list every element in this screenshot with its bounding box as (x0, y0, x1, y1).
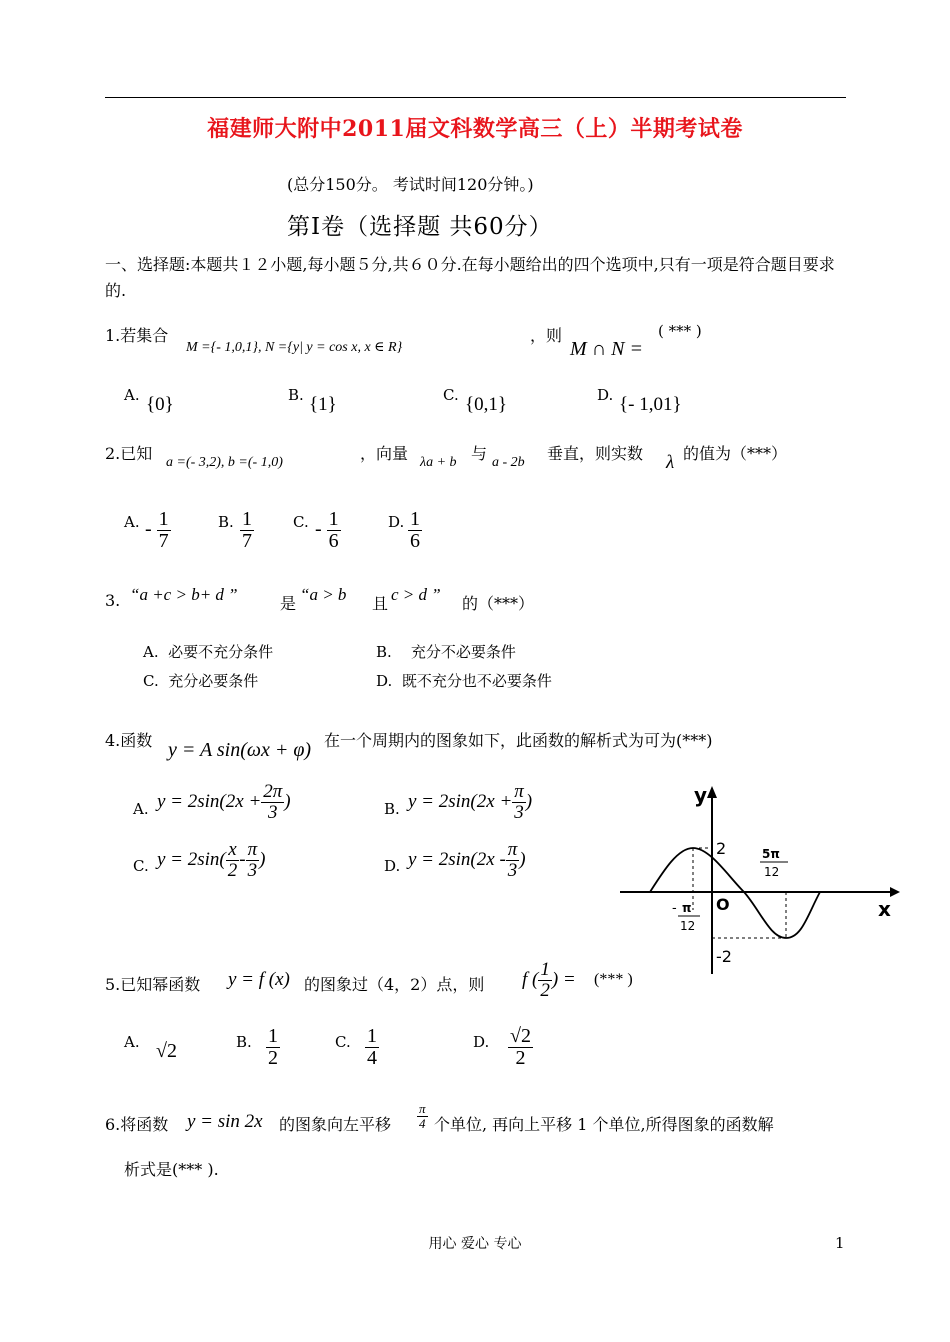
q2-vector-2: a - 2b (492, 455, 525, 470)
q5-mark: (*** ) (594, 971, 633, 988)
right-tick-num: 5π (762, 847, 780, 861)
q2-stem: 2.已知 (105, 444, 153, 463)
q1-sets: M ={- 1,0,1}, N ={y| y = cos x, x ∈ R} (186, 340, 403, 355)
page-number: 1 (835, 1234, 845, 1252)
q6-fraction: $\frac{\pi}{4}$ (419, 1101, 426, 1131)
left-tick-num: π (682, 901, 692, 915)
q2-option-b-label: B. (218, 513, 234, 531)
q1-stem: 1.若集合 (105, 326, 169, 345)
q1-option-a-label: A. (124, 386, 140, 404)
q5-stem: 5.已知幂函数 (105, 975, 201, 994)
q3-option-b: B. 充分不必要条件 (376, 643, 516, 661)
q1-option-a: {0} (146, 394, 174, 415)
q1-expr: M ∩ N = (570, 338, 643, 360)
q5-option-c-label: C. (335, 1033, 351, 1051)
exam-info: (总分150分。 考试时间120分钟。) (287, 175, 534, 194)
q3-condition-3: c > d ” (391, 585, 441, 604)
q3-tail: 的（***） (462, 594, 535, 613)
q1-option-c-label: C. (443, 386, 459, 404)
q4-formula: y = A sin(ωx + φ) (168, 739, 312, 761)
q4-option-d-label: D. (384, 857, 401, 875)
origin-label: O (716, 895, 730, 914)
q6-function: y = sin 2x (187, 1111, 263, 1132)
q5-option-d: $\frac{√2}{2}$ (510, 1025, 531, 1069)
y-axis-arrow-icon (707, 786, 717, 798)
sine-graph (612, 778, 902, 978)
right-tick-den: 12 (764, 865, 780, 879)
left-tick-den: 12 (680, 919, 696, 933)
q2-option-a-label: A. (124, 513, 140, 531)
exam-title: 福建师大附中2011届文科数学高三（上）半期考试卷 (207, 116, 743, 142)
q1-option-b-label: B. (288, 386, 304, 404)
left-tick-sign: - (672, 901, 677, 916)
q2-text-2: 与 (471, 444, 488, 463)
q2-option-d-label: D. (388, 513, 405, 531)
q2-option-c-label: C. (293, 513, 309, 531)
q2-option-b: $\frac{1}{7}$ (242, 508, 252, 552)
q3-condition-2: “a > b (300, 585, 347, 604)
q5-expression: f ( $\frac{1}{2}$ ) = (522, 959, 576, 1001)
q2-vectors: a =(- 3,2), b =(- 1,0) (166, 455, 283, 470)
max-label: 2 (716, 839, 727, 858)
q1-option-d: {- 1,01} (619, 394, 682, 415)
q4-stem: 4.函数 (105, 731, 153, 750)
footer-motto: 用心 爱心 专心 (428, 1236, 522, 1252)
q4-option-c: y = 2sin( $\frac{x}{2}$ - $\frac{\pi}{3}$ ) (157, 839, 266, 881)
q4-option-b: y = 2sin(2x + $\frac{\pi}{3}$ ) (408, 781, 533, 823)
q3-option-a: A. 必要不充分条件 (143, 643, 274, 661)
q4-option-d: y = 2sin(2x - $\frac{\pi}{3}$ ) (408, 839, 526, 881)
x-axis-label: x (878, 897, 891, 921)
q1-option-c: {0,1} (465, 394, 507, 415)
q5-option-c: $\frac{1}{4}$ (367, 1025, 377, 1069)
q2-option-c: - $\frac{1}{6}$ (315, 508, 339, 552)
q4-option-b-label: B. (384, 800, 400, 818)
q2-text-4: 的值为（***） (683, 444, 788, 463)
q2-option-d: $\frac{1}{6}$ (410, 508, 420, 552)
q4-option-a-label: A. (133, 800, 149, 818)
q5-text: 的图象过（4，2）点，则 (304, 975, 485, 994)
q5-option-b: $\frac{1}{2}$ (268, 1025, 278, 1069)
q3-and: 且 (372, 594, 389, 613)
q5-option-a: √2 (156, 1040, 177, 1062)
q5-option-d-label: D. (473, 1033, 490, 1051)
q5-option-a-label: A. (124, 1033, 140, 1051)
q4-option-a: y = 2sin(2x + $\frac{2\pi}{3}$ ) (157, 781, 291, 823)
q1-option-d-label: D. (597, 386, 614, 404)
header-rule (105, 97, 846, 98)
q2-option-a: - $\frac{1}{7}$ (145, 508, 169, 552)
q2-lambda: λ (666, 452, 675, 473)
x-axis-arrow-icon (890, 887, 900, 897)
q4-option-c-label: C. (133, 857, 149, 875)
q6-text-2: 个单位, 再向上平移 1 个单位,所得图象的函数解 (434, 1115, 774, 1134)
q1-option-b: {1} (309, 394, 337, 415)
q5-function: y = f (x) (228, 969, 290, 990)
min-label: -2 (716, 947, 732, 966)
q5-option-b-label: B. (236, 1033, 252, 1051)
section-heading: 第Ⅰ卷（选择题 共60分） (287, 214, 553, 240)
q6-line-2: 析式是(*** ). (124, 1160, 219, 1179)
q2-text-3: 垂直，则实数 (547, 444, 644, 463)
q2-vector-1: λa + b (420, 455, 457, 470)
instructions: 一、选择题:本题共１２小题,每小题５分,共６０分.在每小题给出的四个选项中,只有一项是符合题目要求的. (105, 255, 835, 300)
y-axis-label: y (694, 783, 708, 807)
q1-then: ，则 (530, 326, 563, 345)
q6-stem: 6.将函数 (105, 1115, 169, 1134)
q3-is: 是 (280, 594, 297, 613)
q1-mark: ( *** ) (658, 322, 702, 340)
q2-text-1: ，向量 (360, 444, 409, 463)
q3-option-c: C. 充分必要条件 (143, 672, 259, 690)
q3-option-d: D. 既不充分也不必要条件 (376, 672, 552, 690)
q6-text-1: 的图象向左平移 (279, 1115, 392, 1134)
q3-number: 3. (105, 591, 121, 610)
q3-condition-1: “a +c > b+ d ” (130, 585, 238, 604)
q4-tail: 在一个周期内的图象如下，此函数的解析式为可为(***) (324, 731, 713, 750)
